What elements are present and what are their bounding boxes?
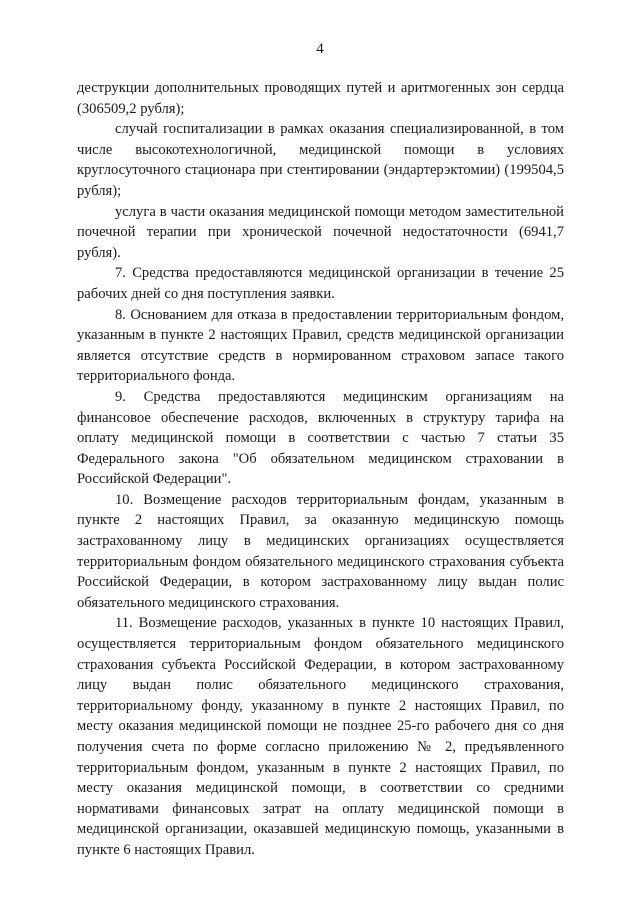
paragraph-item-9: 9. Средства предоставляются медицинским организациям на финансовое обеспечение расходов, включенных в структуру тарифа на оплату медицинской помощи в соответствии с частью 7 статьи 35 Федерального закона "Об обязательном медицинском страховании в Российской Федерации". [77,388,564,488]
paragraph-hospitalization-case: случай госпитализации в рамках оказания специализированной, в том числе высокотехнологичной, медицинской помощи в условиях круглосуточного стационара при стентировании (эндартерэктомии) (199504,5 рубля); [77,121,564,199]
paragraph-renal-therapy-service: услуга в части оказания медицинской помощи методом заместительной почечной терапии при хронической почечной недостаточности (6941,7 рубля). [77,203,564,261]
paragraph-item-10: 10. Возмещение расходов территориальным фондам, указанным в пункте 2 настоящих Правил, за оказанную медицинскую помощь застрахованному лицу в медицинских организациях осуществляется территориальным фондом обязательного медицинского страхования субъекта Российской Федерации, в котором застрахованному лицу выдан полис обязательного медицинского страхования. [77,491,564,611]
paragraph-item-7: 7. Средства предоставляются медицинской организации в течение 25 рабочих дней со дня поступления заявки. [77,265,564,302]
paragraph-item-11: 11. Возмещение расходов, указанных в пункте 10 настоящих Правил, осуществляется территориальным фондом обязательного медицинского страхования субъекта Российской Федерации, в котором застрахованному лицу выдан полис обязательного медицинского страхования, территориальному фонду, указанному в пункте 2 настоящих Правил, по месту оказания медицинской помощи не позднее 25-го рабочего дня со дня получения счета по форме согласно приложению № 2, предъявленного территориальным фондом, указанным в пункте 2 настоящих Правил, по месту оказания медицинской помощи, в соответствии со средними нормативами финансовых затрат на оплату медицинской помощи в медицинской организации, оказавшей медицинскую помощь, указанными в пункте 6 настоящих Правил. [77,615,564,858]
paragraph-item-8: 8. Основанием для отказа в предоставлении территориальным фондом, указанным в пункте 2 настоящих Правил, средств медицинской организации является отсутствие средств в нормированном страховом запасе такого территориального фонда. [77,306,564,385]
page-number: 4 [316,41,324,57]
paragraph-continuation: деструкции дополнительных проводящих путей и аритмогенных зон сердца (306509,2 рубля); [77,80,564,117]
document-body [77,78,564,861]
